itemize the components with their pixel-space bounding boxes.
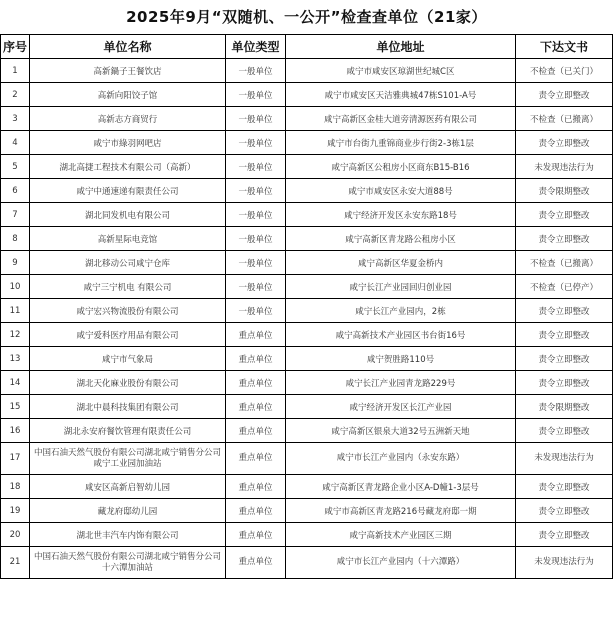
cell-type: 一般单位 [226, 179, 286, 203]
table-row [1, 131, 613, 155]
table-row [1, 523, 613, 547]
cell-no: 7 [1, 203, 30, 227]
cell-doc: 责令立即整改 [516, 523, 613, 547]
cell-name: 咸宁宏兴物流股份有限公司 [30, 299, 226, 323]
cell-doc: 责令立即整改 [516, 131, 613, 155]
cell-type: 重点单位 [226, 547, 286, 579]
cell-no: 14 [1, 371, 30, 395]
table-row [1, 419, 613, 443]
cell-doc: 不检查（已搬离） [516, 107, 613, 131]
cell-address: 咸宁高新区公租房小区商东B15-B16 [286, 155, 516, 179]
cell-name: 湖北移动公司咸宁仓库 [30, 251, 226, 275]
table-row [1, 547, 613, 579]
cell-address: 咸宁市咸安区天洁雅典城47栋S101-A号 [286, 83, 516, 107]
cell-address: 咸宁高新技术产业园区三期 [286, 523, 516, 547]
cell-name: 湖北同发机电有限公司 [30, 203, 226, 227]
table-row [1, 275, 613, 299]
cell-no: 11 [1, 299, 30, 323]
cell-doc: 责令限期整改 [516, 179, 613, 203]
header-type: 单位类型 [226, 35, 286, 59]
cell-name: 咸宁市气象局 [30, 347, 226, 371]
table-row [1, 371, 613, 395]
cell-name: 湖北中晨科技集团有限公司 [30, 395, 226, 419]
cell-no: 1 [1, 59, 30, 83]
cell-doc: 责令限期整改 [516, 395, 613, 419]
cell-doc: 不检查（已关门） [516, 59, 613, 83]
cell-doc: 未发现违法行为 [516, 155, 613, 179]
cell-doc: 责令立即整改 [516, 227, 613, 251]
cell-type: 重点单位 [226, 419, 286, 443]
cell-name: 中国石油天然气股份有限公司湖北咸宁销售分公司咸宁工业园加油站 [30, 443, 226, 475]
cell-name: 藏龙府邸幼儿园 [30, 499, 226, 523]
cell-name: 湖北天化麻业股份有限公司 [30, 371, 226, 395]
header-doc: 下达文书 [516, 35, 613, 59]
cell-name: 咸宁中通速递有限责任公司 [30, 179, 226, 203]
cell-address: 咸宁贺胜路110号 [286, 347, 516, 371]
cell-doc: 未发现违法行为 [516, 443, 613, 475]
cell-type: 重点单位 [226, 371, 286, 395]
cell-type: 重点单位 [226, 523, 286, 547]
header-address: 单位地址 [286, 35, 516, 59]
cell-type: 一般单位 [226, 227, 286, 251]
cell-name: 湖北永安府餐饮管理有限责任公司 [30, 419, 226, 443]
cell-type: 一般单位 [226, 83, 286, 107]
cell-name: 咸宁爱科医疗用品有限公司 [30, 323, 226, 347]
table-body [1, 59, 613, 579]
cell-address: 咸宁长江产业园内，2栋 [286, 299, 516, 323]
cell-no: 4 [1, 131, 30, 155]
cell-no: 8 [1, 227, 30, 251]
cell-doc: 责令立即整改 [516, 475, 613, 499]
cell-no: 12 [1, 323, 30, 347]
cell-type: 一般单位 [226, 251, 286, 275]
cell-address: 咸宁高新技术产业园区书台街16号 [286, 323, 516, 347]
table-row [1, 107, 613, 131]
table-row [1, 83, 613, 107]
cell-name: 湖北高捷工程技术有限公司（高新） [30, 155, 226, 179]
cell-name: 湖北世丰汽车内饰有限公司 [30, 523, 226, 547]
cell-address: 咸宁市长江产业园内（永安东路） [286, 443, 516, 475]
cell-no: 6 [1, 179, 30, 203]
cell-no: 9 [1, 251, 30, 275]
cell-type: 重点单位 [226, 347, 286, 371]
table-row [1, 323, 613, 347]
cell-type: 重点单位 [226, 443, 286, 475]
cell-doc: 责令立即整改 [516, 419, 613, 443]
table-row [1, 299, 613, 323]
cell-name: 中国石油天然气股份有限公司湖北咸宁销售分公司十六潭加油站 [30, 547, 226, 579]
cell-address: 咸宁经济开发区永安东路18号 [286, 203, 516, 227]
table-row [1, 347, 613, 371]
cell-doc: 未发现违法行为 [516, 547, 613, 579]
table-row [1, 395, 613, 419]
cell-name: 高新星际电竞馆 [30, 227, 226, 251]
table-row [1, 475, 613, 499]
cell-name: 咸宁三宁机电 有限公司 [30, 275, 226, 299]
cell-no: 17 [1, 443, 30, 475]
cell-doc: 责令立即整改 [516, 203, 613, 227]
cell-no: 3 [1, 107, 30, 131]
cell-name: 高新鍋子王餐饮店 [30, 59, 226, 83]
cell-address: 咸宁长江产业园青龙路229号 [286, 371, 516, 395]
cell-no: 18 [1, 475, 30, 499]
cell-doc: 责令立即整改 [516, 371, 613, 395]
cell-doc: 责令立即整改 [516, 83, 613, 107]
cell-name: 咸安区高新启智幼儿园 [30, 475, 226, 499]
cell-no: 19 [1, 499, 30, 523]
cell-no: 16 [1, 419, 30, 443]
cell-type: 一般单位 [226, 107, 286, 131]
inspection-table [0, 34, 613, 579]
table-row [1, 251, 613, 275]
cell-name: 高新向阳饺子馆 [30, 83, 226, 107]
cell-doc: 责令立即整改 [516, 323, 613, 347]
cell-no: 10 [1, 275, 30, 299]
cell-address: 咸宁高新区华夏金桥内 [286, 251, 516, 275]
cell-type: 一般单位 [226, 299, 286, 323]
cell-type: 一般单位 [226, 59, 286, 83]
cell-type: 重点单位 [226, 475, 286, 499]
cell-doc: 责令立即整改 [516, 299, 613, 323]
cell-no: 20 [1, 523, 30, 547]
table-row [1, 203, 613, 227]
cell-address: 咸宁高新区青龙路公租房小区 [286, 227, 516, 251]
cell-address: 咸宁市咸安区永安大道88号 [286, 179, 516, 203]
cell-no: 13 [1, 347, 30, 371]
table-row [1, 179, 613, 203]
cell-name: 高新志方商贸行 [30, 107, 226, 131]
cell-no: 2 [1, 83, 30, 107]
cell-address: 咸宁市台街九重锦商业步行街2-3栋1层 [286, 131, 516, 155]
cell-address: 咸宁经济开发区长江产业园 [286, 395, 516, 419]
cell-address: 咸宁市咸安区琼湖世纪城C区 [286, 59, 516, 83]
cell-type: 一般单位 [226, 275, 286, 299]
table-header-row [1, 35, 613, 59]
cell-type: 重点单位 [226, 499, 286, 523]
cell-address: 咸宁高新区金桂大道旁清源医药有限公司 [286, 107, 516, 131]
table-row [1, 155, 613, 179]
cell-type: 重点单位 [226, 395, 286, 419]
cell-no: 15 [1, 395, 30, 419]
page-title: 2025年9月“双随机、一公开”检查查单位（21家） [126, 8, 487, 26]
cell-address: 咸宁高新区青龙路企业小区A-D幢1-3层号 [286, 475, 516, 499]
cell-doc: 不检查（已停产） [516, 275, 613, 299]
header-no: 序号 [1, 35, 30, 59]
cell-address: 咸宁市高新区青龙路216号藏龙府邸一期 [286, 499, 516, 523]
header-name: 单位名称 [30, 35, 226, 59]
cell-doc: 责令立即整改 [516, 499, 613, 523]
cell-type: 一般单位 [226, 203, 286, 227]
cell-address: 咸宁长江产业园回归创业园 [286, 275, 516, 299]
cell-doc: 不检查（已搬离） [516, 251, 613, 275]
table-row [1, 59, 613, 83]
cell-type: 一般单位 [226, 155, 286, 179]
table-row [1, 443, 613, 475]
table-row [1, 499, 613, 523]
cell-address: 咸宁高新区银泉大道32号五洲新天地 [286, 419, 516, 443]
cell-address: 咸宁市长江产业园内（十六潭路） [286, 547, 516, 579]
cell-type: 一般单位 [226, 131, 286, 155]
cell-type: 重点单位 [226, 323, 286, 347]
cell-doc: 责令立即整改 [516, 347, 613, 371]
cell-no: 21 [1, 547, 30, 579]
cell-name: 咸宁市綠羽网吧店 [30, 131, 226, 155]
table-row [1, 227, 613, 251]
cell-no: 5 [1, 155, 30, 179]
